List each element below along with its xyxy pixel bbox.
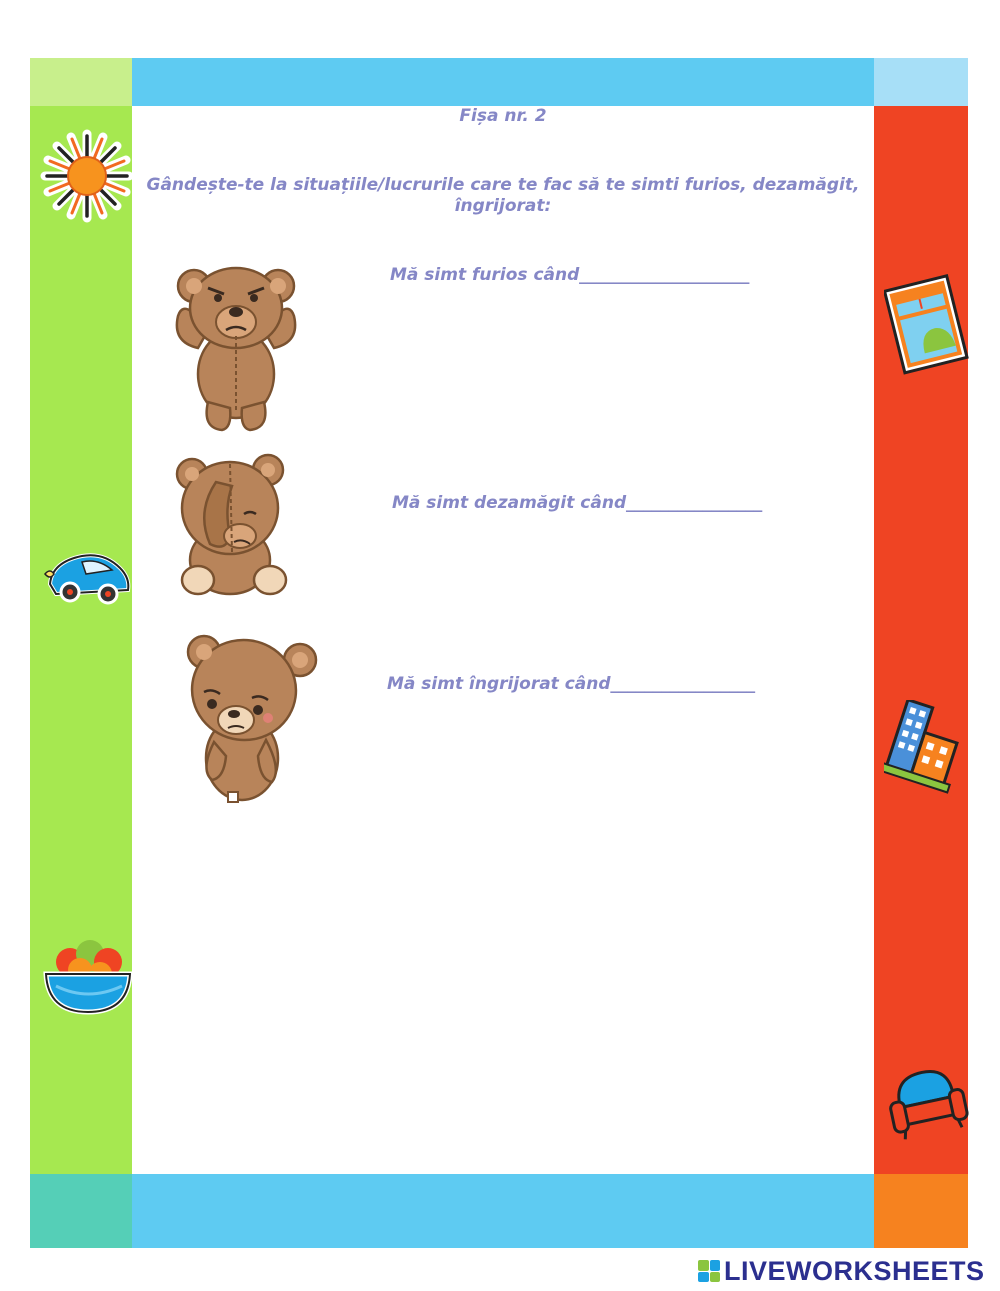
armchair-icon [884, 1062, 970, 1142]
brand-name: LIVEWORKSHEETS [724, 1255, 985, 1286]
frame-corner-top-left [30, 58, 132, 106]
liveworksheets-logo-icon [698, 1260, 720, 1282]
worksheet-title: Fișa nr. 2 [459, 106, 547, 126]
prompt-angry[interactable]: Mă simt furios când____________________ [390, 265, 750, 285]
frame-corner-bottom-left [30, 1174, 132, 1248]
prompt-disappointed[interactable]: Mă simt dezamăgit când________________ [392, 493, 763, 513]
buildings-icon [884, 700, 970, 796]
sun-icon [40, 128, 134, 224]
frame-corner-top-right [874, 58, 968, 106]
frame-corner-bottom-right [874, 1174, 968, 1248]
fruit-bowl-icon [40, 930, 134, 1016]
window-icon [884, 272, 970, 378]
frame-bottom-band [132, 1174, 874, 1248]
worried-bear-illustration [182, 630, 322, 810]
liveworksheets-brand [698, 1256, 985, 1286]
prompt-worried[interactable]: Mă simt îngrijorat când_________________ [387, 674, 756, 694]
worksheet-instruction: Gândește-te la situațiile/lucrurile care te fac să te simti furios, dezamăgit, îngrijorat: [146, 175, 860, 216]
disappointed-bear-illustration [170, 452, 294, 600]
frame-top-band [132, 58, 874, 106]
frame-right-band [874, 106, 968, 1174]
angry-bear-illustration [168, 262, 304, 434]
toy-car-icon [42, 548, 134, 606]
